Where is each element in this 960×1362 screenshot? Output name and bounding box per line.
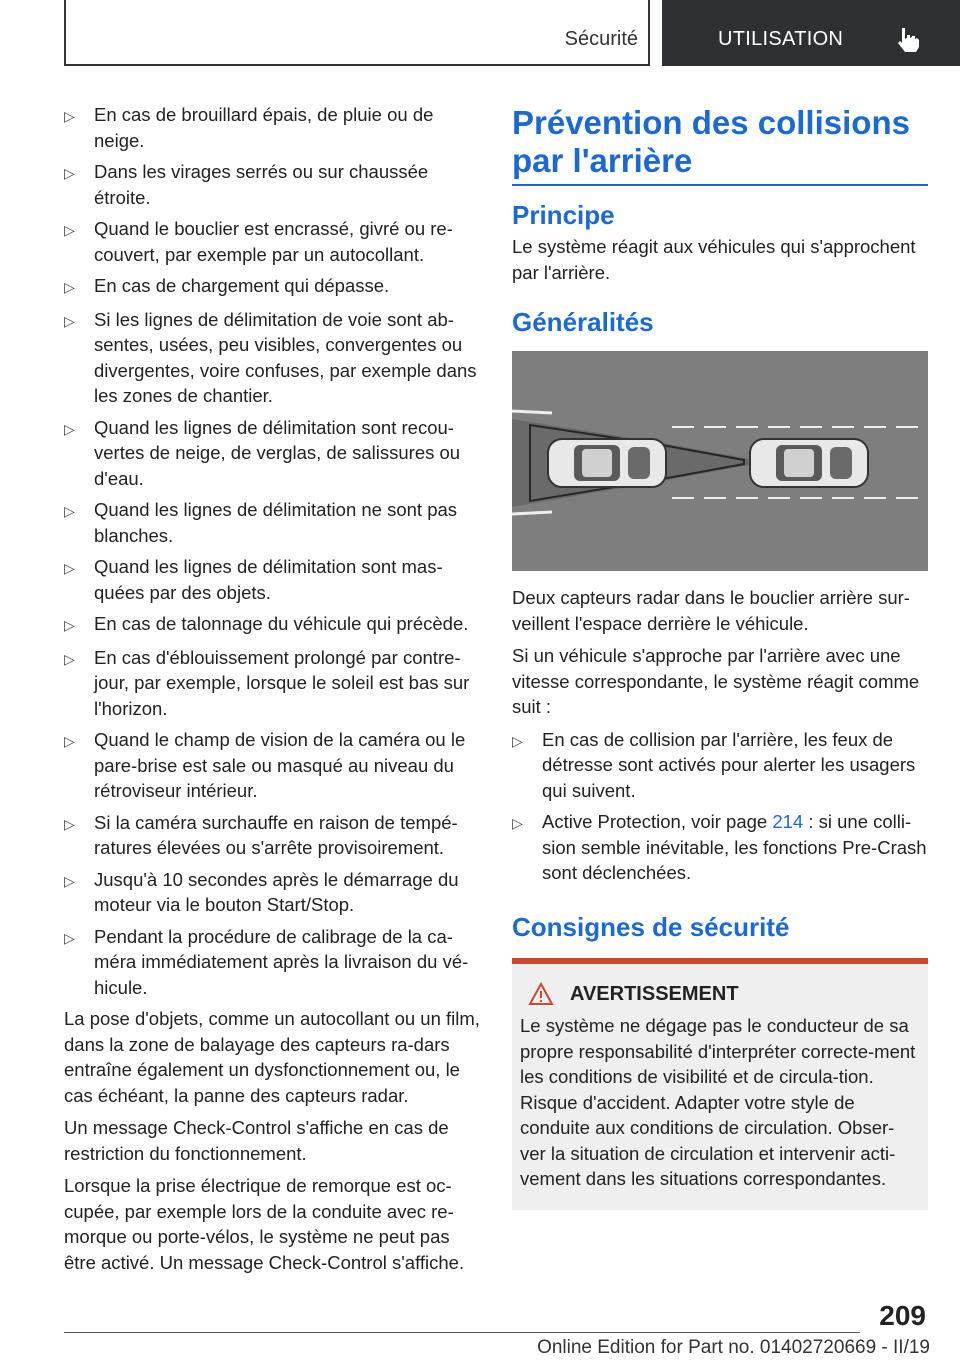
warning-title-row [520,982,920,1008]
principe-text: Le système réagit aux véhicules qui s'approchent par l'arrière. [512,236,916,283]
body-paragraph: Lorsque la prise électrique de remorque est oc-cupée, par exemple lors de la conduite avec re-morque ou porte-vélos, le système ne peut pas être activé. Un message Check-Control s'affiche. [64,1175,465,1273]
chapter-tab-label: UTILISATION [718,28,844,50]
bullet-2-after: : si une colli-sion semble inévitable, les fonctions Pre-Crash sont déclenchées. [542,811,927,883]
list-item-text: En cas de chargement qui dépasse. [94,275,390,296]
list-item [64,307,480,409]
warning-triangle-icon [528,982,554,1006]
list-item-text: Quand les lignes de délimitation sont recou-vertes de neige, de verglas, de salissures ou d'eau. [94,416,461,489]
list-item [64,159,480,210]
after-image-text-1: Deux capteurs radar dans le bouclier arrière sur-veillent l'espace derrière le véhicule. [512,587,910,634]
left-paragraphs [64,1006,480,1275]
triangle-bullet-icon: ▷ [64,872,75,889]
triangle-bullet-icon: ▷ [64,420,75,437]
list-item-text: Quand les lignes de délimitation ne sont pas blanches. [94,499,458,546]
list-item-text [542,809,928,886]
list-item-text: Si la caméra surchauffe en raison de tempé-ratures élevées ou s'arrête provisoirement. [94,811,458,858]
left-column [64,102,480,1282]
list-item-text: Quand le champ de vision de la caméra ou le pare-brise est sale ou masqué au niveau du rétroviseur intérieur. [94,729,466,801]
rear-collision-illustration [512,351,928,571]
list-item [64,810,480,861]
triangle-bullet-icon: ▷ [64,503,75,519]
page-reference-link[interactable]: 214 [772,811,804,832]
header-bottom-rule [64,64,650,66]
triangle-bullet-icon: ▷ [64,165,75,181]
page-number: 209 [879,1300,926,1331]
triangle-bullet-icon: ▷ [64,312,75,329]
triangle-bullet-icon: ▷ [64,815,75,832]
list-item-text: En cas d'éblouissement prolongé par contre-jour, par exemple, lorsque le soleil est bas sur l'horizon. [94,646,470,719]
right-column [512,102,928,1210]
list-item-text: Si les lignes de délimitation de voie sont ab-sentes, usées, peu visibles, convergentes ou divergentes, voire confuses, par exemple dans les zones de chantier. [94,308,477,406]
list-item-text: En cas de brouillard épais, de pluie ou de neige. [94,104,434,151]
footer-edition: Online Edition for Part no. 01402720669 - II/19 [537,1337,930,1358]
list-item [64,611,480,639]
list-item [64,216,480,267]
list-item [64,102,480,153]
list-item [64,867,480,918]
list-item-text: Jusqu'à 10 secondes après le démarrage du moteur via le bouton Start/Stop. [94,868,459,915]
bullet-2-before: Active Protection, voir page [542,811,773,832]
footer-rule [64,1332,860,1333]
triangle-bullet-icon: ▷ [64,617,75,633]
list-item [64,415,480,492]
generalites-heading: Généralités [512,307,654,337]
body-paragraph: La pose d'objets, comme un autocollant ou un film, dans la zone de balayage des capteurs ra-dars entraîne également un dysfonctionnement ou, le cas échéant, la panne des capteurs radar. [64,1008,480,1106]
triangle-bullet-icon: ▷ [64,733,75,749]
list-item [512,809,928,886]
list-item [64,273,480,301]
list-item [512,727,928,804]
list-item-text: En cas de talonnage du véhicule qui précède. [94,613,469,634]
principe-heading: Principe [512,200,615,230]
triangle-bullet-icon: ▷ [64,560,75,576]
left-bullet-list [64,102,480,1000]
list-item [64,727,480,804]
warning-title: AVERTISSEMENT [570,982,739,1005]
triangle-bullet-icon: ▷ [64,650,75,667]
list-item-text: Quand le bouclier est encrassé, givré ou re-couvert, par exemple par un autocollant. [94,218,453,265]
triangle-bullet-icon: ▷ [512,732,523,749]
header-right-rule [648,0,650,66]
chapter-tab[interactable] [662,0,960,66]
after-image-text-2: Si un véhicule s'approche par l'arrière avec une vitesse correspondante, le système réagit comme suit : [512,645,920,717]
list-item-text: Pendant la procédure de calibrage de la ca-méra immédiatement après la livraison du vé-hicule. [94,925,469,998]
triangle-bullet-icon: ▷ [512,815,523,831]
list-item [64,645,480,722]
list-item [64,497,480,548]
triangle-bullet-icon: ▷ [64,279,75,295]
list-item-text: Dans les virages serrés ou sur chaussée étroite. [94,161,429,208]
consignes-heading: Consignes de sécurité [512,911,790,942]
triangle-bullet-icon: ▷ [64,222,75,238]
section-title-rule [512,184,928,186]
hand-pointer-icon [894,24,924,54]
header-section-title: Sécurité [564,28,638,50]
triangle-bullet-icon: ▷ [64,108,75,124]
warning-box [512,958,928,1210]
body-paragraph: Un message Check-Control s'affiche en cas de restriction du fonctionnement. [64,1117,449,1164]
list-item [64,554,480,605]
triangle-bullet-icon: ▷ [64,929,75,946]
list-item-text: En cas de collision par l'arrière, les feux de détresse sont activés pour alerter les usagers qui suivent. [542,728,916,801]
warning-text: Le système ne dégage pas le conducteur de sa propre responsabilité d'interpréter correcte-ment les conditions de visibilité et de circula-tion. Risque d'accident. Adapter votre style de conduite aux conditions de circulation. Obser-ver la situation de circulation et intervenir acti-vement dans les situations correspondantes. [520,1015,916,1189]
list-item-text: Quand les lignes de délimitation sont mas-quées par des objets. [94,556,443,603]
section-title: Prévention des collisions par l'arrière [512,104,910,179]
header-left-rule [64,0,66,66]
list-item [64,924,480,1001]
